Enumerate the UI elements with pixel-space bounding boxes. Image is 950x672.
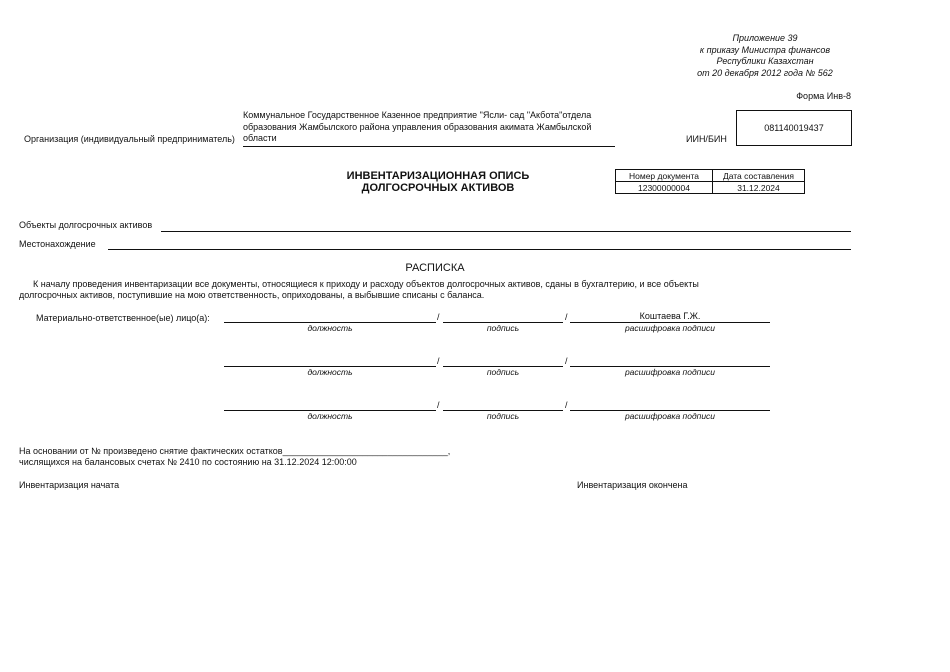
receipt-line-1: К началу проведения инвентаризации все документы, относящиеся к приходу и расходу объектов долгосрочных активов, сданы в бухгалтерию, и все объекты	[33, 279, 699, 289]
position-caption: должность	[307, 323, 353, 333]
slash: /	[565, 400, 568, 410]
form-code: Форма Инв-8	[796, 91, 851, 101]
slash: /	[437, 400, 440, 410]
slash: /	[437, 312, 440, 322]
location-label: Местонахождение	[19, 239, 96, 249]
receipt-line-2: долгосрочных активов, поступившие на мою ответственность, оприходованы, а выбывшие списаны с баланса.	[19, 290, 485, 300]
document-title	[318, 170, 558, 194]
organization-line: образования Жамбылского района управления образования акимата Жамбылской	[243, 121, 592, 132]
inventory-ended: Инвентаризация окончена	[577, 480, 688, 490]
organization-name	[243, 110, 615, 147]
slash: /	[565, 312, 568, 322]
organization-label: Организация (индивидуальный предприниматель)	[24, 134, 235, 144]
appendix-line: к приказу Министра финансов	[699, 44, 831, 55]
responsible-name: Коштаева Г.Ж.	[639, 311, 701, 321]
doc-number-header: Номер документа	[616, 170, 713, 182]
doc-date-value: 31.12.2024	[713, 182, 805, 194]
signature-caption: подпись	[486, 323, 520, 333]
position-caption: должность	[307, 367, 353, 377]
decoding-caption: расшифровка подписи	[624, 411, 716, 421]
slash: /	[437, 356, 440, 366]
location-line	[108, 249, 851, 250]
appendix-line: Приложение 39	[732, 33, 798, 43]
iin-field: 081140019437	[736, 110, 852, 146]
iin-label: ИИН/БИН	[686, 134, 727, 144]
appendix-block	[655, 33, 875, 79]
decoding-caption: расшифровка подписи	[624, 367, 716, 377]
signature-caption: подпись	[486, 367, 520, 377]
responsible-label: Материально-ответственное(ые) лицо(а):	[36, 313, 210, 323]
objects-line	[161, 231, 851, 232]
basis-line-1: На основании от № произведено снятие фактических остатков_________________________________,	[19, 446, 451, 456]
title-line: ИНВЕНТАРИЗАЦИОННАЯ ОПИСЬ	[346, 170, 530, 182]
position-caption: должность	[307, 411, 353, 421]
title-line: ДОЛГОСРОЧНЫХ АКТИВОВ	[361, 182, 515, 194]
signature-caption: подпись	[486, 411, 520, 421]
doc-date-header: Дата составления	[713, 170, 805, 182]
receipt-title: РАСПИСКА	[405, 262, 465, 274]
slash: /	[565, 356, 568, 366]
inventory-started: Инвентаризация начата	[19, 480, 120, 490]
appendix-line: Республики Казахстан	[716, 56, 814, 66]
document-number-table	[615, 169, 805, 194]
doc-number-value: 12300000004	[616, 182, 713, 194]
objects-label: Объекты долгосрочных активов	[19, 220, 153, 230]
organization-line: Коммунальное Государственное Казенное предприятие "Ясли- сад "Акбота"отдела	[243, 110, 592, 120]
appendix-line: от 20 декабря 2012 года № 562	[697, 67, 833, 78]
organization-line: области	[243, 133, 277, 143]
basis-line-2: числящихся на балансовых счетах № 2410 по состоянию на 31.12.2024 12:00:00	[19, 457, 357, 467]
decoding-caption: расшифровка подписи	[624, 323, 716, 333]
